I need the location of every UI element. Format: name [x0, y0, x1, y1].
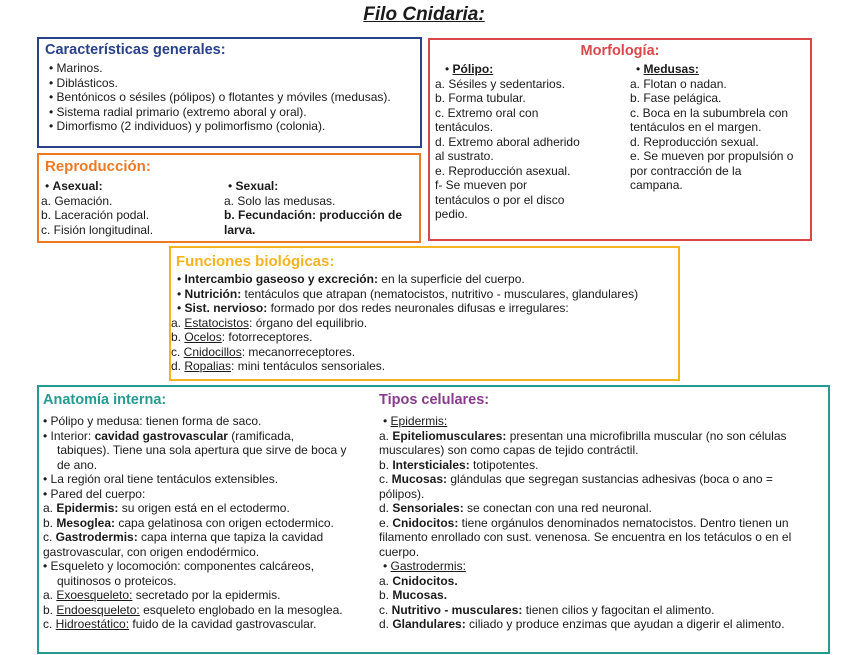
list-item: b. Intersticiales: totipotentes. [379, 457, 539, 472]
asexual-column [41, 179, 221, 237]
list-item: • Dimorfismo (2 individuos) y polimorfismo (colonia). [49, 119, 326, 133]
caracteristicas-box [37, 37, 422, 148]
list-item: al sustrato. [435, 149, 494, 163]
list-item: b. Laceración podal. [41, 208, 150, 222]
sexual-heading: • Sexual: [228, 179, 279, 193]
list-item: d. Extremo aboral adherido [435, 134, 580, 149]
list-item: b. Forma tubular. [435, 91, 526, 105]
list-item: b. Mucosas. [379, 588, 448, 602]
list-item: tentáculos. [435, 120, 494, 134]
list-item: • Epidermis: [383, 414, 448, 428]
list-item: filamento enrollado con sust. venenosa. Se encuentra en los tetáculos o en el [379, 530, 792, 544]
list-item: pólipos). [379, 486, 425, 501]
list-item: f- Se mueven por [435, 178, 528, 192]
list-item: cuerpo. [379, 544, 420, 559]
list-item: a. Flotan o nadan. [630, 76, 727, 91]
list-item: • Intercambio gaseoso y excreción: en la superficie del cuerpo. [177, 272, 525, 286]
list-item: a. Gemación. [41, 193, 113, 208]
morfologia-box [428, 38, 812, 241]
funciones-box [169, 246, 680, 381]
list-item: • Diblásticos. [49, 75, 118, 90]
list-item: gastrovascular, con origen endodérmico. [43, 544, 260, 559]
list-item: • Bentónicos o sésiles (pólipos) o flotantes y móviles (medusas). [49, 90, 391, 104]
list-item: c. Hidroestático: fuido de la cavidad gastrovascular. [43, 617, 317, 631]
list-item: b. Mesoglea: capa gelatinosa con origen ectodermico. [43, 515, 334, 530]
medusas-column [630, 62, 810, 193]
list-item: a. Solo las medusas. [224, 193, 336, 208]
list-item: c. Mucosas: glándulas que segregan sustancias adhesivas (boca o ano = [379, 472, 773, 486]
list-item: b. Endoesqueleto: esqueleto englobado en la mesoglea. [43, 602, 343, 617]
anatomia-title: Anatomía interna: [43, 392, 167, 408]
list-item: • La región oral tiene tentáculos extensibles. [43, 472, 279, 486]
list-item: c. Fisión longitudinal. [41, 222, 154, 237]
list-item: • Marinos. [49, 61, 103, 75]
list-item: campana. [630, 178, 683, 192]
list-item: b. Ocelos: fotorreceptores. [171, 330, 313, 344]
list-item: a. Sésiles y sedentarios. [435, 76, 566, 91]
list-item: a. Cnidocitos. [379, 573, 458, 588]
list-item: c. Extremo oral con [435, 105, 539, 120]
list-item: e. Reproducción asexual. [435, 163, 571, 178]
list-item: • Sist. nervioso: formado por dos redes neuronales difusas e irregulares: [177, 301, 569, 315]
anatomia-column [43, 392, 378, 632]
morfologia-title: Morfología: [580, 43, 660, 59]
list-item: • Pared del cuerpo: [43, 486, 146, 501]
list-item: d. Glandulares: ciliado y produce enzimas que ayudan a digerir el alimento. [379, 617, 785, 631]
list-item: c. Gastrodermis: capa interna que tapiza la cavidad [43, 530, 324, 544]
sexual-column [224, 179, 414, 237]
list-item: c. Boca en la subumbrela con [630, 105, 789, 120]
asexual-heading: • Asexual: [45, 179, 103, 193]
list-item: e. Cnidocitos: tiene orgánulos denominados nematocistos. Dentro tienen un [379, 515, 789, 530]
list-item: tentáculos o por el disco [435, 192, 565, 207]
polipo-column [435, 62, 615, 222]
list-item: c. Cnidocillos: mecanorreceptores. [171, 344, 356, 359]
list-item: e. Se mueven por propulsión o [630, 149, 794, 163]
polipo-heading: • Pólipo: [445, 62, 494, 76]
list-item: a. Epidermis: su origen está en el ectodermo. [43, 501, 290, 515]
reproduccion-title: Reproducción: [45, 158, 151, 175]
list-item: • Esqueleto y locomoción: componentes calcáreos, [43, 559, 315, 573]
list-item: • Nutrición: tentáculos que atrapan (nematocistos, nutritivo - musculares, glandulares) [177, 286, 639, 301]
funciones-title: Funciones biológicas: [176, 253, 335, 270]
medusas-heading: • Medusas: [636, 62, 699, 76]
list-item: d. Reproducción sexual. [630, 134, 759, 149]
list-item: • Pólipo y medusa: tienen forma de saco. [43, 414, 262, 428]
list-item: d. Ropalias: mini tentáculos sensoriales. [171, 359, 386, 373]
list-item: d. Sensoriales: se conectan con una red neuronal. [379, 501, 652, 515]
list-item: de ano. [57, 457, 98, 472]
page-title: Filo Cnidaria: [363, 4, 485, 25]
list-item: larva. [224, 222, 256, 237]
tipos-column [379, 392, 819, 632]
list-item: a. Epiteliomusculares: presentan una microfibrilla muscular (no son células [379, 428, 787, 443]
list-item: c. Nutritivo - musculares: tienen cilios y fagocitan el alimento. [379, 602, 715, 617]
list-item: b. Fecundación: producción de [224, 208, 403, 222]
list-item: musculares) son como capas de tejido contráctil. [379, 443, 639, 457]
list-item: por contracción de la [630, 163, 742, 178]
list-item: quitinosos o proteicos. [57, 573, 177, 588]
list-item: tentáculos en el margen. [630, 120, 762, 134]
list-item: tabiques). Tiene una sola apertura que sirve de boca y [57, 443, 347, 457]
list-item: b. Fase pelágica. [630, 91, 722, 105]
list-item: • Interior: cavidad gastrovascular (ramificada, [43, 428, 294, 443]
reproduccion-box [37, 153, 421, 243]
tipos-title: Tipos celulares: [379, 392, 490, 408]
list-item: a. Estatocistos: órgano del equilibrio. [171, 315, 368, 330]
list-item: pedio. [435, 207, 468, 221]
list-item: • Gastrodermis: [383, 559, 466, 573]
list-item: a. Exoesqueleto: secretado por la epidermis. [43, 588, 281, 602]
caracteristicas-title: Características generales: [45, 42, 226, 58]
list-item: • Sistema radial primario (extremo aboral y oral). [49, 104, 307, 119]
anatomia-tipos-box [37, 385, 830, 654]
